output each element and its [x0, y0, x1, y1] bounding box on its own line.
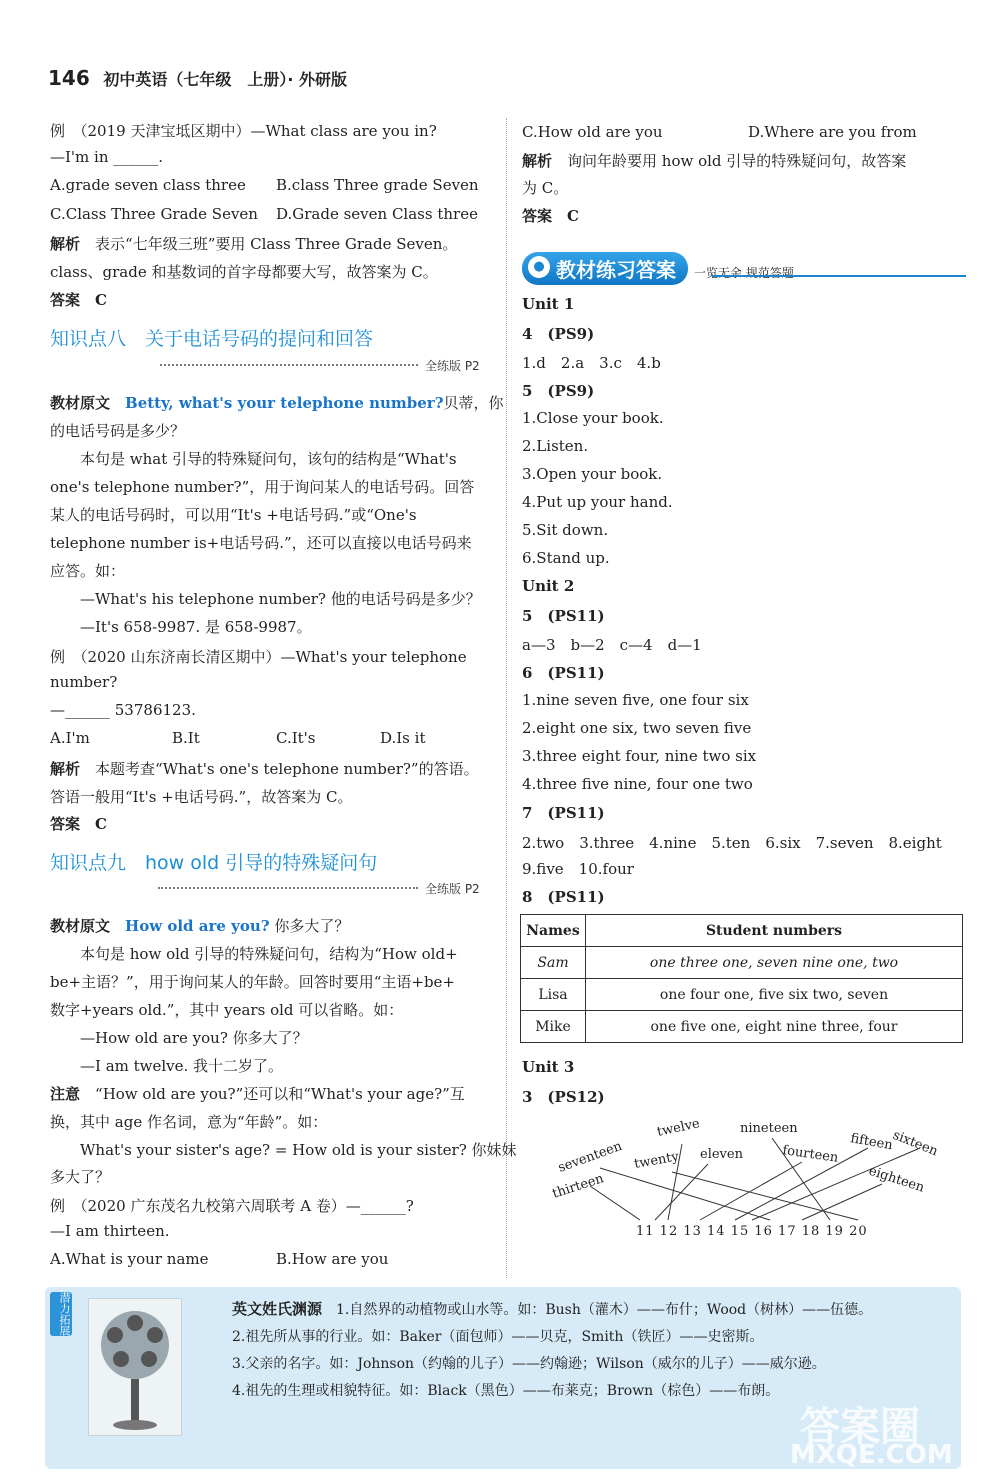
option-b: B.It [172, 729, 200, 747]
example-question: 例 （2020 广东茂名九校第六周联考 A 卷）—______? [50, 1197, 414, 1215]
original-sentence-cn: 你多大了？ [274, 917, 350, 935]
banner-tagline: 一览无余 规范答题 [694, 266, 794, 280]
textbook-original-label: 教材原文 [50, 394, 111, 412]
example-sentence: —I am twelve. 我十二岁了。 [80, 1057, 284, 1075]
footer-line-1 [232, 1298, 872, 1319]
original-sentence-cn-2: 的电话号码是多少？ [50, 422, 186, 440]
example-sentence: —What's his telephone number? 他的电话号码是多少？ [80, 590, 481, 608]
example-sentence: —How old are you? 你多大了？ [80, 1029, 308, 1047]
dotted-leader [158, 887, 418, 889]
table-cell: one four one, five six two, seven [586, 979, 963, 1011]
analysis [50, 233, 457, 254]
option-c: C.Class Three Grade Seven [50, 205, 258, 223]
answer-value: C [567, 207, 579, 225]
table-cell: Mike [521, 1011, 586, 1043]
exercise-answer: 4.three five nine, four one two [522, 775, 753, 793]
answer-label: 答案 [522, 207, 553, 225]
banner-title: 教材练习答案 [556, 258, 676, 282]
footer-line-2: 2.祖先所从事的行业。如：Baker（面包师）——贝克，Smith（铁匠）——史密斯。 [232, 1329, 764, 1345]
option-a: A.I'm [50, 729, 90, 747]
analysis-text-2: 答语一般用“It's +电话号码.”，故答案为 C。 [50, 788, 353, 806]
word-label: sixteen [890, 1127, 940, 1160]
table-header-row [521, 915, 963, 947]
answer [50, 289, 107, 310]
answer-label: 答案 [50, 291, 81, 309]
exercise-answer: 2.eight one six, two seven five [522, 719, 752, 737]
tree-icon [89, 1299, 181, 1435]
option-d: D.Where are you from [748, 123, 917, 141]
explanation-line: one's telephone number?”，用于询问某人的电话号码。回答 [50, 478, 475, 496]
answer-label: 答案 [50, 815, 81, 833]
page-number: 146 [48, 66, 90, 90]
explanation-line: 数字+years old.”，其中 years old 可以省略。如： [50, 1001, 404, 1019]
table-cell: one five one, eight nine three, four [586, 1011, 963, 1043]
note-text-4: 多大了？ [50, 1168, 111, 1186]
exercise-answer: 6.Stand up. [522, 549, 610, 567]
word-label: eighteen [866, 1163, 927, 1196]
explanation-line: telephone number is+电话号码.”，还可以直接以电话号码来 [50, 534, 472, 552]
option-a: A.grade seven class three [50, 176, 246, 194]
exercise-answer: 3.three eight four, nine two six [522, 747, 757, 765]
knowledge-point-9-title: 知识点九 how old 引导的特殊疑问句 [50, 852, 378, 874]
exercise-answer: 9.five 10.four [522, 860, 634, 878]
word-label: fourteen [781, 1143, 840, 1166]
footer-text: 1.自然界的动植物或山水等。如：Bush（灌木）——布什；Wood（树林）——伍德。 [336, 1302, 873, 1318]
analysis-text: 询问年龄要用 how old 引导的特殊疑问句，故答案 [567, 152, 907, 170]
explanation-line: 某人的电话号码时，可以用“It's +电话号码.”或“One's [50, 506, 417, 524]
table-cell: Sam [521, 947, 586, 979]
knowledge-point-8-title: 知识点八 关于电话号码的提问和回答 [50, 328, 374, 350]
footer-line-4: 4.祖先的生理或相貌特征。如：Black（黑色）——布莱克；Brown（棕色）——布朗。 [232, 1383, 780, 1399]
analysis-text-2: class、grade 和基数词的首字母都要大写，故答案为 C。 [50, 263, 438, 281]
analysis-text-2: 为 C。 [522, 179, 569, 197]
table-row [521, 979, 963, 1011]
watermark: 答案圈 [800, 1404, 920, 1450]
analysis [50, 758, 479, 779]
exercise-number: 6 (PS11) [522, 664, 605, 682]
option-c: C.It's [276, 729, 316, 747]
exercise-answer: 1.d 2.a 3.c 4.b [522, 354, 661, 372]
word-label: thirteen [550, 1171, 606, 1202]
example-answer-line: —I'm in ______. [50, 148, 164, 166]
exercise-answer: 1.Close your book. [522, 409, 664, 427]
exercise-number: 5 (PS11) [522, 607, 605, 625]
side-tab: 潜力拓展 [50, 1292, 72, 1336]
word-label: twenty [633, 1149, 681, 1172]
exercise-number: 8 (PS11) [522, 888, 605, 906]
explanation-line: be+主语？”，用于询问某人的年龄。回答时要用“主语+be+ [50, 973, 456, 991]
exercise-answer: 1.nine seven five, one four six [522, 691, 749, 709]
speech-bubble-icon: ● [528, 256, 550, 278]
word-label: seventeen [556, 1138, 625, 1176]
exercise-answer: 2.two 3.three 4.nine 5.ten 6.six 7.seven 8.eight [522, 834, 942, 852]
original-sentence-en: Betty, what's your telephone number? [125, 394, 444, 412]
example-sentence: —It's 658-9987. 是 658-9987。 [80, 618, 312, 636]
note [50, 1083, 465, 1104]
banner-pill [522, 252, 688, 285]
analysis-text: 表示“七年级三班”要用 Class Three Grade Seven。 [95, 235, 458, 253]
unit-heading: Unit 2 [522, 577, 575, 595]
explanation-line: 应答。如： [50, 562, 126, 580]
answers-banner [522, 252, 794, 282]
example-answer-line: —I am thirteen. [50, 1222, 170, 1240]
footer-title: 英文姓氏渊源 [232, 1300, 323, 1318]
book-title: 初中英语（七年级 上册）· 外研版 [103, 70, 347, 89]
exercise-answer: 2.Listen. [522, 437, 589, 455]
note-text-3: What's your sister's age? = How old is your sister? 你妹妹 [80, 1141, 517, 1159]
student-numbers-table [520, 914, 963, 1043]
table-header: Names [521, 915, 586, 947]
option-d: D.Is it [380, 729, 426, 747]
kp8-reference: 全练版 P2 [425, 359, 480, 373]
number-row: 11 12 13 14 15 16 17 18 19 20 [636, 1224, 868, 1239]
option-b: B.class Three grade Seven [276, 176, 479, 194]
answer [50, 813, 107, 834]
banner-underline [712, 275, 966, 277]
note-label: 注意 [50, 1085, 81, 1103]
table-row [521, 1011, 963, 1043]
table-header: Student numbers [586, 915, 963, 947]
explanation-line: 本句是 what 引导的特殊疑问句，该句的结构是“What's [80, 450, 457, 468]
unit-heading: Unit 3 [522, 1058, 575, 1076]
word-label: nineteen [740, 1121, 798, 1136]
table-cell: Lisa [521, 979, 586, 1011]
answer-value: C [95, 291, 107, 309]
explanation-line: 本句是 how old 引导的特殊疑问句，结构为“How old+ [80, 945, 458, 963]
exercise-number: 7 (PS11) [522, 804, 605, 822]
kp9-reference: 全练版 P2 [425, 882, 480, 896]
answer [522, 205, 579, 226]
analysis-label: 解析 [50, 760, 81, 778]
option-c: C.How old are you [522, 123, 663, 141]
example-question: 例 （2019 天津宝坻区期中）—What class are you in? [50, 122, 437, 140]
note-text-2: 换，其中 age 作名词，意为“年龄”。如： [50, 1113, 328, 1131]
option-b: B.How are you [276, 1250, 389, 1268]
word-number-matching-diagram [540, 1112, 950, 1238]
example-question: 例 （2020 山东济南长清区期中）—What's your telephone [50, 648, 467, 666]
word-label: twelve [655, 1116, 702, 1140]
page-header [48, 66, 347, 90]
exercise-answer: 5.Sit down. [522, 521, 609, 539]
note-text: “How old are you?”还可以和“What's your age?”互 [95, 1085, 465, 1103]
analysis-text: 本题考查“What's one's telephone number?”的答语。 [95, 760, 479, 778]
analysis [522, 150, 906, 171]
word-label: eleven [700, 1147, 743, 1162]
table-row [521, 947, 963, 979]
example-answer-line: —______ 53786123. [50, 701, 196, 719]
option-d: D.Grade seven Class three [276, 205, 478, 223]
exercise-number: 4 (PS9) [522, 325, 595, 343]
column-divider [506, 118, 507, 1278]
matching-line [802, 1184, 882, 1220]
family-tree-illustration [88, 1298, 182, 1436]
analysis-label: 解析 [522, 152, 553, 170]
footer-line-3: 3.父亲的名字。如：Johnson（约翰的儿子）——约翰逊；Wilson（威尔的儿子）——威尔逊。 [232, 1356, 826, 1372]
dotted-leader [160, 364, 418, 366]
exercise-number: 5 (PS9) [522, 382, 595, 400]
original-sentence-en: How old are you? [125, 917, 270, 935]
textbook-original [50, 915, 349, 936]
textbook-original [50, 392, 504, 413]
analysis-label: 解析 [50, 235, 81, 253]
exercise-answer: 4.Put up your hand. [522, 493, 673, 511]
exercise-answer: a—3 b—2 c—4 d—1 [522, 636, 702, 654]
matching-line [672, 1172, 858, 1220]
original-sentence-cn: 贝蒂，你 [443, 394, 504, 412]
textbook-original-label: 教材原文 [50, 917, 111, 935]
watermark-url: MXQE.COM [790, 1440, 953, 1470]
answer-value: C [95, 815, 107, 833]
option-a: A.What is your name [50, 1250, 209, 1268]
word-label: fifteen [849, 1131, 894, 1154]
unit-heading: Unit 1 [522, 295, 575, 313]
table-cell: one three one, seven nine one, two [586, 947, 963, 979]
matching-line [655, 1164, 708, 1220]
exercise-answer: 3.Open your book. [522, 465, 663, 483]
example-question-2: number? [50, 673, 118, 691]
exercise-number: 3 (PS12) [522, 1088, 605, 1106]
matching-line [590, 1186, 640, 1220]
